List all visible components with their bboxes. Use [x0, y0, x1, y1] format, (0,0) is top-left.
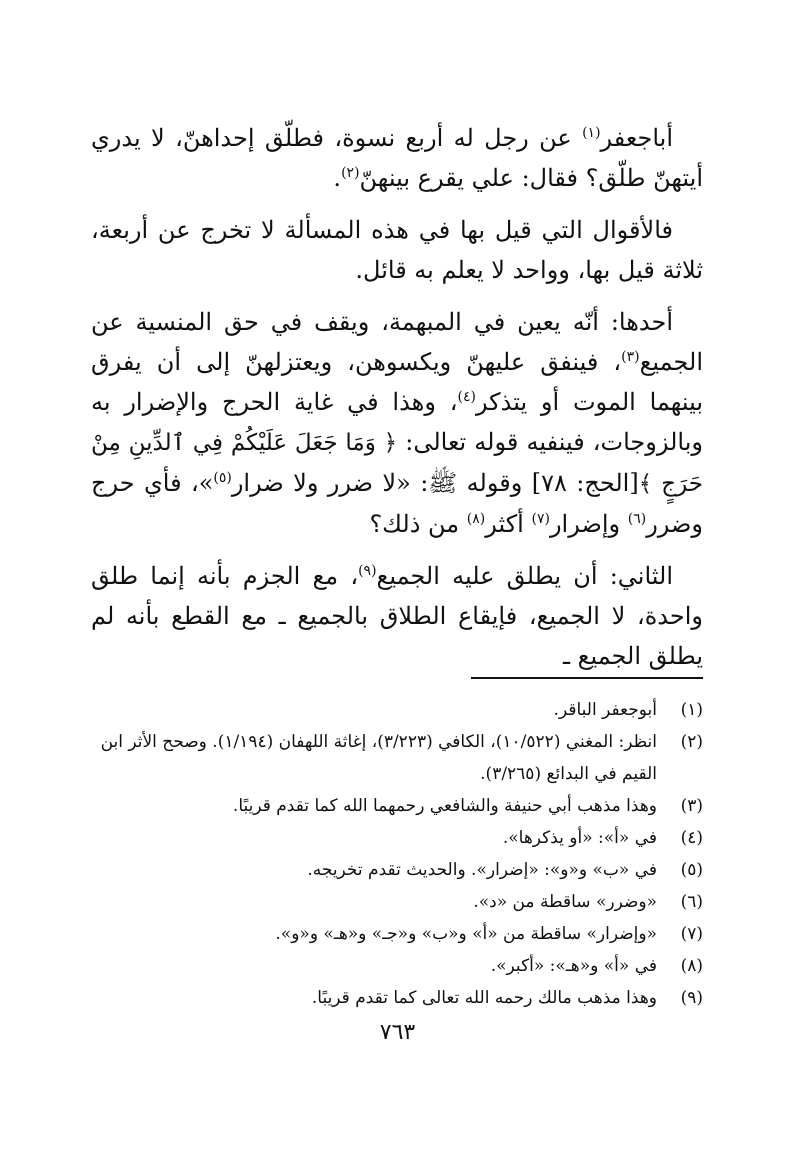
- text-run: ، وهذا في غاية الحرج والإضرار به وبالزوجات، فينفيه قوله تعالى:: [91, 388, 703, 456]
- footnote-item: [83, 918, 703, 950]
- footnote-ref[interactable]: (١): [582, 125, 601, 141]
- footnote-text: وهذا مذهب مالك رحمه الله تعالى كما تقدم قريبًا.: [311, 988, 657, 1008]
- text-run: من ذلك؟: [369, 510, 467, 538]
- text-run: ، فينفق عليهنّ ويكسوهن، ويعتزلهنّ إلى أن يفرق بينهما الموت أو يتذكر: [91, 348, 704, 416]
- paragraph-3: [91, 302, 703, 544]
- footnote-item: [83, 822, 703, 854]
- footnote-text: انظر: المغني (١٠/٥٢٢)، الكافي (٣/٢٢٣)، إغاثة اللهفان (١/١٩٤). وصحح الأثر ابن القيم في البدائع (٣/٢٦٥).: [100, 732, 657, 784]
- footnote-text: وهذا مذهب أبي حنيفة والشافعي رحمهما الله كما تقدم قريبًا.: [232, 796, 657, 816]
- footnote-ref[interactable]: (٤): [457, 389, 476, 405]
- footnote-ref[interactable]: (٣): [621, 349, 640, 365]
- footnote-text: في «أ»: «أو يذكرها».: [502, 828, 657, 848]
- text-run: .: [333, 164, 342, 192]
- footnote-ref[interactable]: (٩): [358, 563, 377, 579]
- paragraph-4: [91, 556, 703, 676]
- text-run: وإضرار: [549, 510, 628, 538]
- paragraph-2: فالأقوال التي قيل بها في هذه المسألة لا تخرج عن أربعة، ثلاثة قيل بها، وواحد لا يعلم به قائل.: [91, 216, 703, 284]
- text-run: أكثر: [485, 510, 532, 538]
- text-run: أحدها: أنّه يعين في المبهمة، ويقف في حق المنسية عن الجميع: [91, 308, 703, 376]
- text-run: أباجعفر: [600, 124, 673, 152]
- main-text: [91, 118, 703, 688]
- footnote-item: [83, 854, 703, 886]
- footnote-text: «وإضرار» ساقطة من «أ» و«ب» و«جـ» و«هـ» و«و».: [275, 924, 657, 944]
- footnote-ref[interactable]: (٨): [466, 511, 486, 527]
- text-run: [الحج: ٧٨] وقوله ﷺ: «لا ضرر ولا ضرار: [231, 469, 639, 497]
- footnote-item: [83, 982, 703, 1014]
- footnote-ref[interactable]: (٥): [213, 470, 232, 486]
- text-run: الثاني: أن يطلق عليه الجميع: [376, 562, 673, 590]
- footnote-number: (٥): [680, 860, 703, 880]
- text-run: ، مع الجزم بأنه إنما طلق واحدة، لا الجميع، فإيقاع الطلاق بالجميع ـ مع القطع بأنه لم يطلق الجميع ـ: [91, 562, 703, 670]
- quran-verse: ﴿ وَمَا جَعَلَ عَلَيْكُمْ فِي ٱلدِّينِ مِنْ حَرَجٍ ﴾: [91, 430, 704, 497]
- footnote-number: (٦): [680, 892, 703, 912]
- footnote-separator: [471, 677, 703, 679]
- footnote-number: (٤): [680, 828, 703, 848]
- footnote-number: (٢): [680, 732, 703, 752]
- footnote-number: (٨): [680, 956, 703, 976]
- footnote-item: [83, 694, 703, 726]
- text-run: عن رجل له أربع نسوة، فطلّق إحداهنّ، لا يدري أيتهنّ طلّق؟ فقال: علي يقرع بينهنّ: [91, 124, 703, 192]
- footnote-text: «وضرر» ساقطة من «د».: [473, 892, 657, 912]
- footnote-number: (٣): [680, 796, 703, 816]
- paragraph-1: [91, 118, 703, 198]
- footnote-ref[interactable]: (٢): [341, 165, 360, 181]
- footnote-number: (٩): [680, 988, 703, 1008]
- footnote-number: (٧): [680, 924, 703, 944]
- footnote-text: في «ب» و«و»: «إضرار». والحديث تقدم تخريجه.: [307, 860, 657, 880]
- footnote-text: في «أ» و«هـ»: «أكبر».: [490, 956, 657, 976]
- footnote-item: [83, 886, 703, 918]
- footnote-ref[interactable]: (٦): [627, 511, 647, 527]
- footnote-item: [83, 726, 703, 790]
- footnote-item: [83, 790, 703, 822]
- footnotes-list: [83, 694, 703, 1014]
- footnote-text: أبوجعفر الباقر.: [553, 700, 657, 720]
- footnote-number: (١): [680, 700, 703, 720]
- page-number: ٧٦٣: [379, 1020, 416, 1045]
- text-run: »، فأي حرج وضرر: [91, 469, 703, 538]
- footnote-item: [83, 950, 703, 982]
- footnote-ref[interactable]: (٧): [531, 511, 550, 527]
